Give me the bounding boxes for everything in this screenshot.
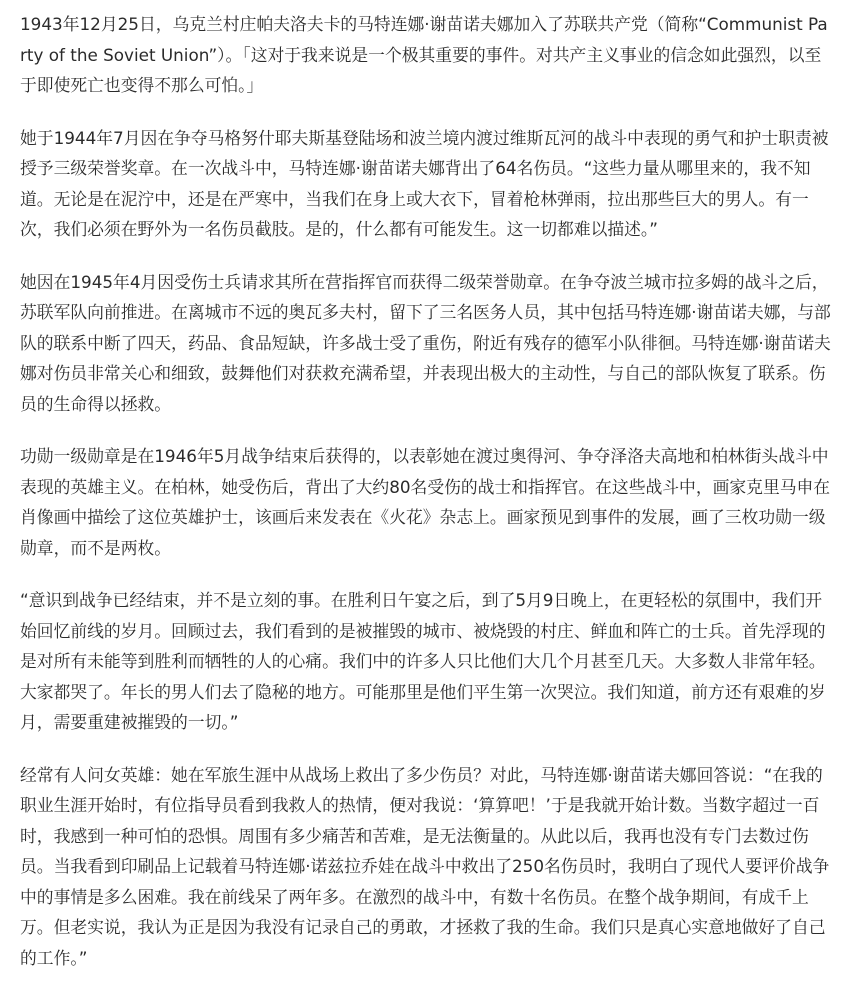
paragraph-third-class-medal: 她于1944年7月因在争夺马格努什耶夫斯基登陆场和波兰境内渡过维斯瓦河的战斗中表现的勇气和护士职责被授予三级荣誉奖章。在一次战斗中，马特连娜·谢苗诺夫娜背出了64名伤员。“这些力量从哪里来的，我不知道。无论是在泥泞中，还是在严寒中，当我们在身上或大衣下，冒着枪林弹雨，拉出那些巨大的男人。有一次，我们必须在野外为一名伤员截肢。是的，什么都有可能发生。这一切都难以描述。” xyxy=(20,127,829,239)
paragraph-rescued-count: 经常有人问女英雄：她在军旅生涯中从战场上救出了多少伤员？对此，马特连娜·谢苗诺夫娜回答说：“在我的职业生涯开始时，有位指导员看到我救人的热情，便对我说：‘算算吧！’于是我就开始计数。当数字超过一百时，我感到一种可怕的恐惧。周围有多少痛苦和苦难，是无法衡量的。从此以后，我再也没有专门去数过伤员。当我看到印刷品上记载着马特连娜·诺兹拉乔娃在战斗中救出了250名伤员时，我明白了现代人要评价战争中的事情是多么困难。我在前线呆了两年多。在激烈的战斗中，有数十名伤员。在整个战争期间，有成千上万。但老实说，我认为正是因为我没有记录自己的勇敢，才拯救了我的生命。我们只是真心实意地做好了自己的工作。” xyxy=(20,764,830,968)
paragraph-victory-day-quote: “意识到战争已经结束，并不是立刻的事。在胜利日午宴之后，到了5月9日晚上，在更轻松的氛围中，我们开始回忆前线的岁月。回顾过去，我们看到的是被摧毁的城市、被烧毁的村庄、鲜血和阵亡的士兵。首先浮现的是对所有未能等到胜利而牺牲的人的心痛。我们中的许多人只比他们大几个月甚至几天。大多数人非常年轻。大家都哭了。年长的男人们去了隐秘的地方。可能那里是他们平生第一次哭泣。我们知道，前方还有艰难的岁月，需要重建被摧毁的一切。” xyxy=(20,590,826,732)
paragraph-first-class-medal: 功勋一级勋章是在1946年5月战争结束后获得的，以表彰她在渡过奥得河、争夺泽洛夫高地和柏林街头战斗中表现的英雄主义。在柏林，她受伤后，背出了大约80名受伤的战士和指挥官。在这些战斗中，画家克里马申在肖像画中描绘了这位英雄护士，该画后来发表在《火花》杂志上。画家预见到事件的发展，画了三枚功勋一级勋章，而不是两枚。 xyxy=(20,446,831,558)
paragraph-party-membership: 1943年12月25日，乌克兰村庄帕夫洛夫卡的马特连娜·谢苗诺夫娜加入了苏联共产党（简称“Communist Party of the Soviet Union”）。「这对于我来说是一个极其重要的事件。对共产主义事业的信念如此强烈，以至于即使死亡也变得不那么可怕。」 xyxy=(20,14,828,95)
paragraph-second-class-medal: 她因在1945年4月因受伤士兵请求其所在营指挥官而获得二级荣誉勋章。在争夺波兰城市拉多姆的战斗之后，苏联军队向前推进。在离城市不远的奥瓦多夫村，留下了三名医务人员，其中包括马特连娜·谢苗诺夫娜，与部队的联系中断了四天，药品、食品短缺，许多战士受了重伤，附近有残存的德军小队徘徊。马特连娜·谢苗诺夫娜对伤员非常关心和细致，鼓舞他们对获救充满希望，并表现出极大的主动性，与自己的部队恢复了联系。伤员的生命得以拯救。 xyxy=(20,271,831,414)
